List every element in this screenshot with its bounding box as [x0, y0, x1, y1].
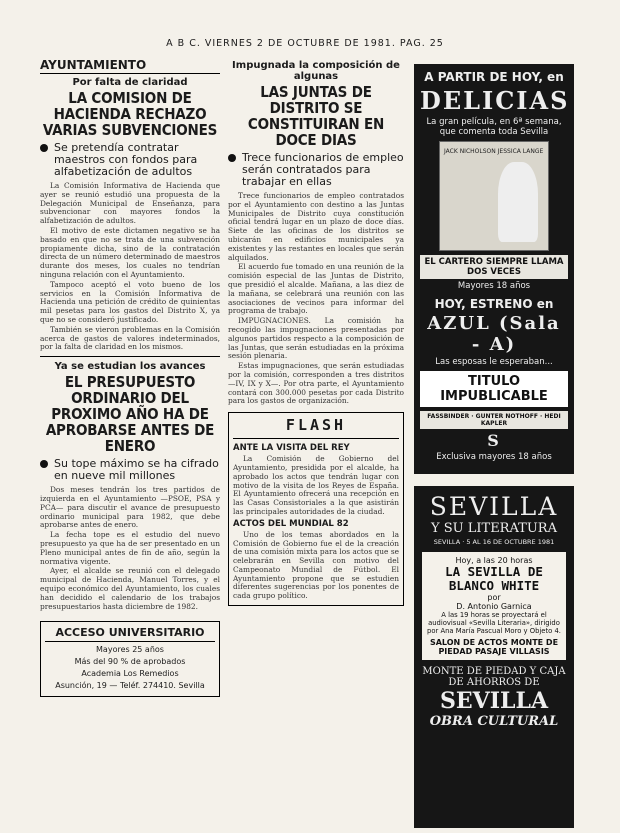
- paragraph: Estas impugnaciones, que serán estudiadas por la comisión, corresponden a tres distritos —IV, IX y X—. Por otra parte, el Ayuntamiento contará con 300.000 pesetas por cada Distrito para los gastos de organización.: [228, 361, 404, 406]
- bullet-icon: [228, 154, 236, 162]
- column-left: [40, 58, 220, 828]
- divider: [233, 438, 399, 439]
- headline-presupuesto: EL PRESUPUESTO ORDINARIO DEL PROXIMO AÑO HA DE APROBARSE ANTES DE ENERO: [45, 373, 215, 456]
- paragraph: Ayer, el alcalde se reunió con el delegado municipal de Hacienda, Manuel Torres, y el equipo económico del Ayuntamiento, los cuales han decidido el calendario de los trabajos presupuestarios hasta diciembre de 1982.: [40, 566, 220, 611]
- flash-box: [228, 412, 404, 606]
- film-title: TITULO IMPUBLICABLE: [440, 374, 548, 404]
- bullet-icon: [40, 144, 48, 152]
- film-title-box: [420, 371, 568, 407]
- subheadline-funcionarios: [228, 152, 404, 188]
- film-poster-image: [439, 141, 549, 251]
- paragraph: Trece funcionarios de empleo contratados por el Ayuntamiento con destino a las Juntas Municipales de Distrito cuya constitución oficial tendrá lugar en un plazo de doce días. Siete de las oficinas de los distritos se ubicarán en edificios municipales ya existentes y las restantes en locales que serán alquilados.: [228, 191, 404, 262]
- paragraph: La Comisión de Gobierno del Ayuntamiento, presidida por el alcalde, ha aprobado los actos que tendrán lugar con motivo de la visita de los Reyes de España. El Ayuntamiento ofrecerá una recepción en las Casas Consistoriales a la que asistirán las principales autoridades de la ciudad.: [233, 454, 399, 516]
- ad-kicker: A PARTIR DE HOY, en: [424, 70, 564, 84]
- subheadline-text: Su tope máximo se ha cifrado en nueve mil millones: [54, 457, 219, 483]
- column-right: [414, 58, 574, 828]
- ad-dates: SEVILLA · 5 AL 16 DE OCTUBRE 1981: [433, 538, 555, 546]
- ad-cinema: [414, 64, 574, 474]
- sponsor-city: SEVILLA: [439, 688, 549, 714]
- poster-cast: JACK NICHOLSON JESSICA LANGE: [444, 148, 544, 155]
- bullet-icon: [40, 460, 48, 468]
- paragraph: Uno de los temas abordados en la Comisión de Gobierno fue el de la creación de una comisión mixta para los actos que se celebrarán en Sevilla con motivo del Campeonato Mundial de Fútbol. El Ayuntamiento propone que se estudien diferentes sugerencias por los ponentes de cada grupo político.: [233, 529, 399, 601]
- age-rating: Mayores 18 años: [457, 281, 531, 291]
- divider: [40, 356, 220, 357]
- kicker-impugnada: Impugnada la composición de algunas: [232, 60, 400, 82]
- sponsor-footer: [420, 666, 568, 729]
- lecture-by: por: [487, 593, 501, 602]
- ad-acceso-universitario: [40, 621, 220, 697]
- sponsor-obra: OBRA CULTURAL: [429, 714, 559, 729]
- headline-hacienda: LA COMISION DE HACIENDA RECHAZO VARIAS SUBVENCIONES: [42, 89, 218, 139]
- paragraph: Tampoco aceptó el voto bueno de los servicios en la Comisión Informativa de Hacienda una petición de crédito de quinientas mil pesetas para los gastos del Distrito X, ya que no se consideró justificado.: [40, 279, 220, 324]
- subheadline-text: Trece funcionarios de empleo serán contratados para trabajar en ellas: [242, 151, 404, 188]
- ad-title: ACCESO UNIVERSITARIO: [45, 626, 215, 642]
- ad-sevilla-literatura: [414, 486, 574, 828]
- film-title: EL CARTERO SIEMPRE LLAMA DOS VECES: [420, 255, 568, 279]
- flash-body: [233, 455, 399, 517]
- paragraph: El acuerdo fue tomado en una reunión de la comisión especial de las Juntas de Distrito, que presidió el alcalde. Mañana, a las diez de la mañana, se celebrará una reunión con las asociaciones de vecinos para informar del programa de trabajo.: [228, 262, 404, 316]
- kicker-claridad: Por falta de claridad: [72, 77, 188, 88]
- flash-subtitle: ANTE LA VISITA DEL REY: [233, 443, 350, 454]
- cinema-name: DELICIAS: [420, 86, 570, 115]
- article-body-hacienda: [40, 182, 220, 352]
- lecture-hour: Hoy, a las 20 horas: [455, 556, 533, 565]
- lecture-title: LA SEVILLA DE BLANCO WHITE: [445, 564, 543, 593]
- ad-tagline: Las esposas le esperaban...: [435, 357, 553, 367]
- age-rating: Exclusiva mayores 18 años: [436, 452, 552, 462]
- paragraph: La fecha tope es el estudio del nuevo presupuesto ya que ha de ser presentado en un Pleno municipal antes de fin de año, según la normativa vigente.: [40, 530, 220, 566]
- sponsor-line: MONTE DE PIEDAD Y CAJA DE AHORROS DE: [422, 666, 566, 688]
- ad-line: Asunción, 19 — Teléf. 274410. Sevilla: [55, 681, 205, 691]
- ad-title: SEVILLA: [429, 492, 559, 521]
- kicker-avances: Ya se estudian los avances: [54, 361, 206, 373]
- lecture-text: A las 19 horas se proyectará el audiovisual «Sevilla Literaria», dirigido por Ana María Pascual Moro y Objeto 4.: [427, 611, 561, 635]
- paragraph: El motivo de este dictamen negativo se ha basado en que no se trata de una subvención propiamente dicha, sino de la contratación directa de un número determinado de maestros durante dos meses, los cuales no tendrían ninguna relación con el Ayuntamiento.: [40, 225, 220, 279]
- subheadline-text: Se pretendía contratar maestros con fondos para alfabetización de adultos: [54, 141, 198, 178]
- paragraph: La Comisión Informativa de Hacienda que ayer se reunió estudió una propuesta de la Delegación Municipal de Enseñanza, para subvencionar con mayores fondos la alfabetización de adultos.: [40, 181, 220, 226]
- headline-juntas: LAS JUNTAS DE DISTRITO SE CONSTITUIRAN EN DOCE DIAS: [247, 83, 385, 149]
- film-credits: FASSBINDER · GUNTER NOTHOFF · HEDI KAPLER: [420, 411, 568, 429]
- article-body-juntas: [228, 192, 404, 406]
- paragraph: IMPUGNACIONES. La comisión ha recogido las impugnaciones presentadas por algunos partidos respecto a la composición de las Juntas, que serán estudiadas en la próxima sesión plenaria.: [228, 316, 404, 361]
- ad-line: Academia Los Remedios: [81, 669, 179, 679]
- ad-subtitle: Y SU LITERATURA: [431, 521, 557, 536]
- ad-kicker: HOY, ESTRENO en: [434, 297, 554, 311]
- page-header: A B C. VIERNES 2 DE OCTUBRE DE 1981. PAG. 25: [166, 38, 444, 49]
- flash-subtitle: ACTOS DEL MUNDIAL 82: [233, 518, 349, 529]
- paragraph: También se vieron problemas en la Comisión acerca de gastos de valores indeterminados, por la falta de claridad en los mismos.: [40, 324, 220, 352]
- ad-line: Mayores 25 años: [96, 645, 164, 655]
- flash-body: [233, 531, 399, 601]
- paragraph: Dos meses tendrán los tres partidos de izquierda en el Ayuntamiento —PSOE, PSA y PCA— para discutir el avance de presupuesto ordinario municipal para 1982, que debe aprobarse antes de enero.: [40, 485, 220, 530]
- rating-badge: S: [487, 431, 501, 450]
- article-body-presupuesto: [40, 486, 220, 611]
- section-title: AYUNTAMIENTO: [40, 58, 220, 74]
- ad-line: Más del 90 % de aprobados: [74, 657, 186, 667]
- poster-figure: [498, 162, 538, 242]
- column-middle: [228, 58, 404, 828]
- subheadline-tope: [40, 458, 220, 482]
- lecture-box: [422, 552, 566, 660]
- lecture-venue: SALON DE ACTOS MONTE DE PIEDAD PASAJE VILLASIS: [429, 638, 559, 656]
- subheadline-maestros: [40, 142, 220, 178]
- lecture-author: D. Antonio Garnica: [456, 602, 532, 611]
- cinema-name: AZUL (Sala - A): [427, 313, 561, 355]
- flash-title: FLASH: [285, 416, 347, 435]
- ad-tagline: La gran película, en 6ª semana, que comenta toda Sevilla: [426, 117, 562, 137]
